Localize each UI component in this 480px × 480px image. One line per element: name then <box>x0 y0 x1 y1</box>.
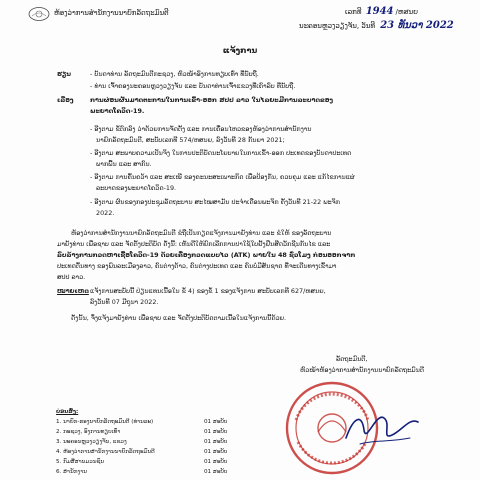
header-office: ຫ້ອງວ່າການສຳນັກງານນາຍົກລັດຖະມົນຕີ <box>54 9 169 17</box>
reference-2-line-1: - ອີງຕາມ ສະພາບຄວາມເປັນຈິງ ໃນການປະຕິບັດນະໂຍບາຍໃນການເຂົ້າ-ອອກ ປະເທດຂອງບັນດາປະເທດ <box>90 149 352 157</box>
ref-suffix: /ຫສນຍ <box>395 8 418 16</box>
distribution-qty-1: 01 ສະບັບ <box>204 419 228 425</box>
reference-1-line-1: - ອີງຕາມ ຂໍ້ຕົກລົງ ວ່າດ້ວຍການຈັດຕັ້ງ ແລະ ການເຄື່ອນໄຫວຂອງຫ້ອງວ່າການສຳນັກງານ <box>90 125 312 133</box>
reference-3-line-1: - ອີງຕາມ ການຄົ້ນຄວ້າ ແລະ ສະເໜີ ຂອງຄະນະສະເພາະກິດ ເພື່ອປ້ອງກັນ, ຄວບຄຸມ ແລະ ແກ້ໄຂການແຜ່ <box>90 173 355 181</box>
handwritten-signature <box>340 404 422 452</box>
note-line-2: ລົງວັນທີ 07 ມີຖຸນາ 2022. <box>90 298 159 306</box>
reference-number <box>345 8 418 16</box>
ref-prefix: ເລກທີ <box>345 8 362 16</box>
signatory-title: ລັດຖະມົນຕີ, <box>336 355 368 363</box>
body-line-3: ລົບລ້າງການກວດຫາເຊື້ອໂຄວິດ-19 ດ້ວຍເຄື່ອງກວດແບບໄວ (ATK) ພາຍໃນ 48 ຊົ່ວໂມງ ກ່ອນອອກຈາກ <box>57 251 356 259</box>
ref-number-handwritten: 1944 <box>365 6 394 17</box>
date-handwritten: 23 ທັນວາ 2022 <box>380 20 454 31</box>
distribution-item-5: 5. ກົມສື່ສານມວນຊົນ <box>56 459 105 465</box>
to-line-2: - ທ່ານ ເຈົ້າຄອງນະຄອນຫຼວງວຽງຈັນ ແລະ ບັນດາທ່ານເຈົ້າແຂວງທີ່ເຄົາລົບ ທີ່ນັບຖື. <box>90 82 296 90</box>
place-and-date <box>299 22 454 30</box>
reference-2-line-2: ພາກພື້ນ ແລະ ສາກົນ. <box>96 160 152 168</box>
place-label: ນະຄອນຫຼວງວຽງຈັນ, ວັນທີ <box>299 22 375 30</box>
distribution-item-1: 1. ນາຍົກ-ຮອງນາຍົກລັດຖະມົນຕີ (ທ່ານລະ) <box>56 419 154 425</box>
distribution-qty-6: 01 ສະບັບ <box>204 469 228 475</box>
reference-4-line-1: - ອີງຕາມ ຜົນຂອງກອງປະຊຸມລັດຖະບານ ສະໄໝສາມັນ ປະຈຳເດືອນພະຈິກ ຄັ້ງວັນທີ 21-22 ພະຈິກ <box>90 198 340 206</box>
closing-text: ດັ່ງນັ້ນ, ຈຶ່ງແຈ້ງມາຍັງທ່ານ ເພື່ອຊາບ ແລະ ຈັດຕັ້ງປະຕິບັດຕາມເນື້ອໃນແຈ້ງການນີ້ດ້ວຍ. <box>71 314 287 322</box>
distribution-title: ບ່ອນສົ່ງ: <box>56 409 79 415</box>
reference-1-line-2: ນາຍົກລັດຖະມົນຕີ, ສະບັບເລກທີ 574/ຫສນຍ, ລົງວັນທີ 28 ກັນຍາ 2021; <box>96 136 285 144</box>
distribution-item-3: 3. ນະຄອນຫຼວງວຽງຈັນ, ແຂວງ <box>56 439 127 445</box>
distribution-item-6: 6. ສຳນັກງານ <box>56 469 87 475</box>
subject-line-2: ພະຍາດໂຄວິດ-19. <box>90 107 145 115</box>
body-line-2: ມາຍັງທ່ານ ເພື່ອຊາບ ແລະ ຈັດຕັ້ງປະຕິບັດ ດັ່ງນີ້: ເຫັນດີໃຫ້ຍົກເລີກການປາໃຊ້ໃບຢັ້ງຢືນສີດວັກຊີນກັນໄຂ ແລະ <box>57 240 331 248</box>
distribution-item-2: 2. ກະຊວງ, ອົງການທຽບເທົ່າ <box>56 429 121 435</box>
body-line-5: ສປປ ລາວ. <box>57 273 86 281</box>
document-title: ແຈ້ງການ <box>222 46 258 55</box>
to-label: ຮຽນ <box>57 70 71 78</box>
body-line-1: ຫ້ອງວ່າການສຳນັກງານນາຍົກລັດຖະມົນຕີ ຂໍຖືເປັນກຽດແຈ້ງການມາຍັງທ່ານ ແລະ ຂໍໃຫ້ ຂອງລັດຖະບານ <box>71 229 332 237</box>
subject-label: ເລື່ອງ <box>57 96 74 104</box>
distribution-qty-5: 01 ສະບັບ <box>204 459 228 465</box>
body-line-4: ປະເທດຕົ້ນທາງ ຂອງພົນລະເມືອງລາວ, ຄົນຕ່າງດ້າວ, ຄົນຕ່າງປະເທດ ແລະ ຄົນບໍ່ມີສັນຊາດ ທີ່ຈະເດີນທາງເຂົ້າມາ <box>57 262 337 270</box>
distribution-qty-4: 01 ສະບັບ <box>204 449 228 455</box>
reference-3-line-2: ລະບາດຂອງພະຍາດໂຄວິດ-19. <box>96 184 177 192</box>
distribution-qty-2: 01 ສະບັບ <box>204 429 228 435</box>
subject-line-1: ການຜ່ອນຜັນມາດຕະການໃນການເຂົ້າ-ອອກ ສປປ ລາວ ໃນໄລຍະມີການລະບາດຂອງ <box>90 96 333 104</box>
national-emblem-icon <box>28 7 50 21</box>
distribution-qty-3: 01 ສະບັບ <box>204 439 228 445</box>
signatory-office: ຫົວໜ້າຫ້ອງວ່າການສຳນັກງານນາຍົກລັດຖະມົນຕີ <box>300 366 424 374</box>
distribution-item-4: 4. ຫ້ອງວ່າການສຳນັກງານນາຍົກລັດຖະມົນຕີ <box>56 449 155 455</box>
reference-4-line-2: 2022. <box>96 209 115 217</box>
to-line-1: - ບັນດາທ່ານ ລັດຖະມົນຕີກະຊວງ, ຫົວໜ້າອົງການທຽບເທົ່າ ທີ່ນັບຖື. <box>90 70 259 78</box>
note-label: ໝາຍເຫດ <box>57 287 89 295</box>
note-line-1: : ແຈ້ງການສະບັບນີ້ ປ່ຽນແທນເນື້ອໃນ ຂໍ້ 4) ຂອງຂໍ້ 1 ຂອງແຈ້ງການ ສະບັບເລກທີ 627/ຫສນຍ, <box>86 287 326 295</box>
